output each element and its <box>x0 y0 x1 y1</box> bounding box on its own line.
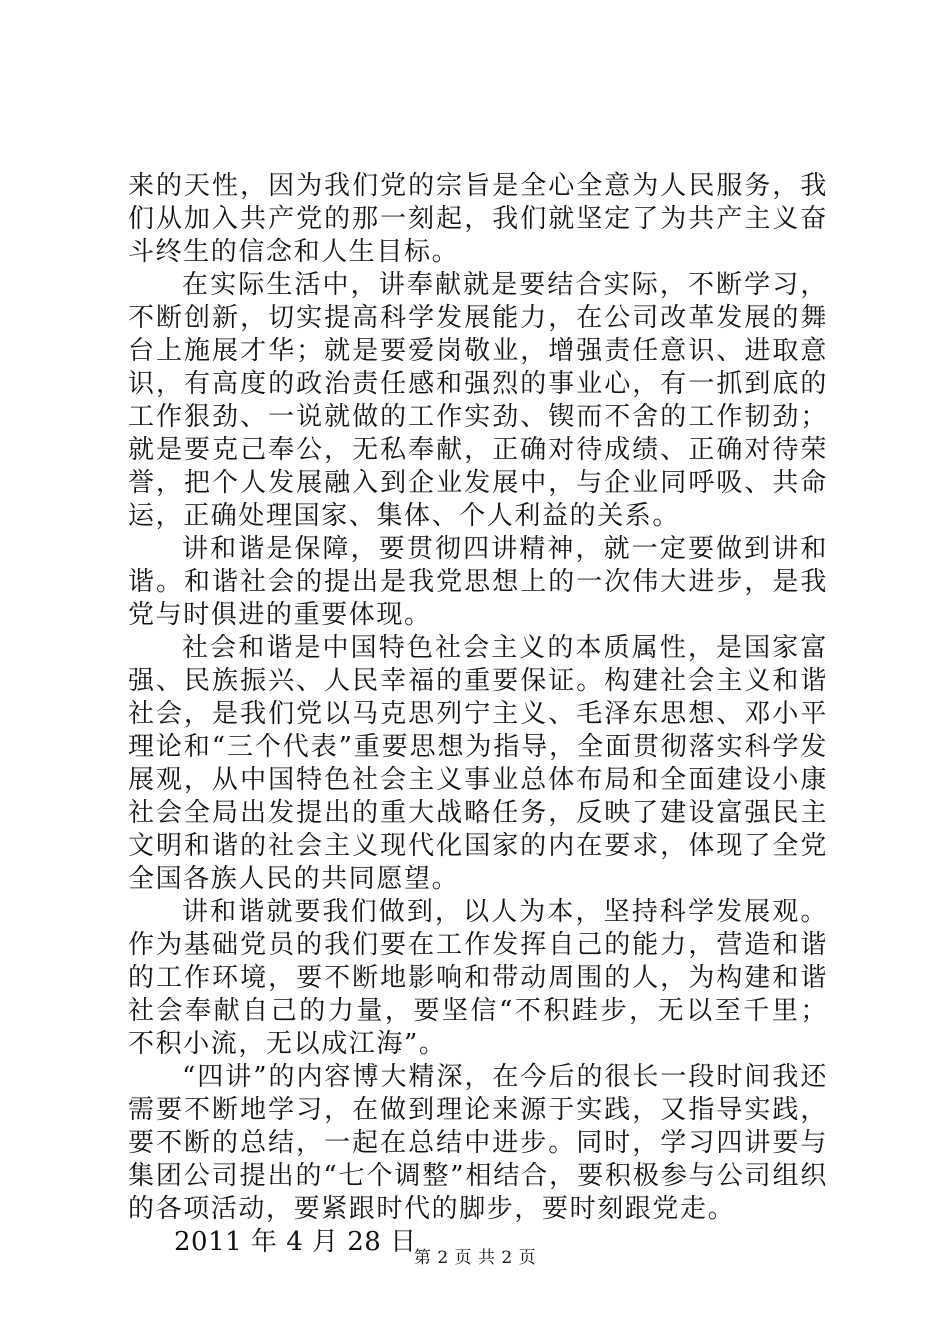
paragraph-people-oriented: 讲和谐就要我们做到，以人为本，坚持科学发展观。作为基础党员的我们要在工作发挥自己的能力，营造和谐的工作环境，要不断地影响和带动周围的人，为构建和谐社会奉献自己的力量，要坚信“不积跬步，无以至千里；不积小流，无以成江海”。 <box>128 897 828 1059</box>
document-body <box>128 170 828 1259</box>
paragraph-social-harmony: 社会和谐是中国特色社会主义的本质属性，是国家富强、民族振兴、人民幸福的重要保证。构建社会主义和谐社会，是我们党以马克思列宁主义、毛泽东思想、邓小平理论和“三个代表”重要思想为指导，全面贯彻落实科学发展观，从中国特色社会主义事业总体布局和全面建设小康社会全局出发提出的重大战略任务，反映了建设富强民主文明和谐的社会主义现代化国家的内在要求，体现了全党全国各族人民的共同愿望。 <box>128 633 828 894</box>
paragraph-continuation: 来的天性，因为我们党的宗旨是全心全意为人民服务，我们从加入共产党的那一刻起，我们就坚定了为共产主义奋斗终生的信念和人生目标。 <box>128 171 828 267</box>
page-number-footer: 第 2 页 共 2 页 <box>413 1248 537 1268</box>
paragraph-dedication: 在实际生活中，讲奉献就是要结合实际，不断学习，不断创新，切实提高科学发展能力，在公司改革发展的舞台上施展才华；就是要爱岗敬业，增强责任意识、进取意识，有高度的政治责任感和强烈的事业心，有一抓到底的工作狠劲、一说就做的工作实劲、锲而不舍的工作韧劲；就是要克己奉公，无私奉献，正确对待成绩、正确对待荣誉，把个人发展融入到企业发展中，与企业同呼吸、共命运，正确处理国家、集体、个人利益的关系。 <box>128 270 828 531</box>
paragraph-four-talks: “四讲”的内容博大精深，在今后的很长一段时间我还需要不断地学习，在做到理论来源于实践，又指导实践，要不断的总结，一起在总结中进步。同时，学习四讲要与集团公司提出的“七个调整”相结合，要积极参与公司组织的各项活动，要紧跟时代的脚步，要时刻跟党走。 <box>128 1062 828 1224</box>
document-date: 2011 年 4 月 28 日 <box>174 1227 417 1257</box>
paragraph-harmony-guarantee: 讲和谐是保障，要贯彻四讲精神，就一定要做到讲和谐。和谐社会的提出是我党思想上的一次伟大进步，是我党与时俱进的重要体现。 <box>128 534 828 630</box>
